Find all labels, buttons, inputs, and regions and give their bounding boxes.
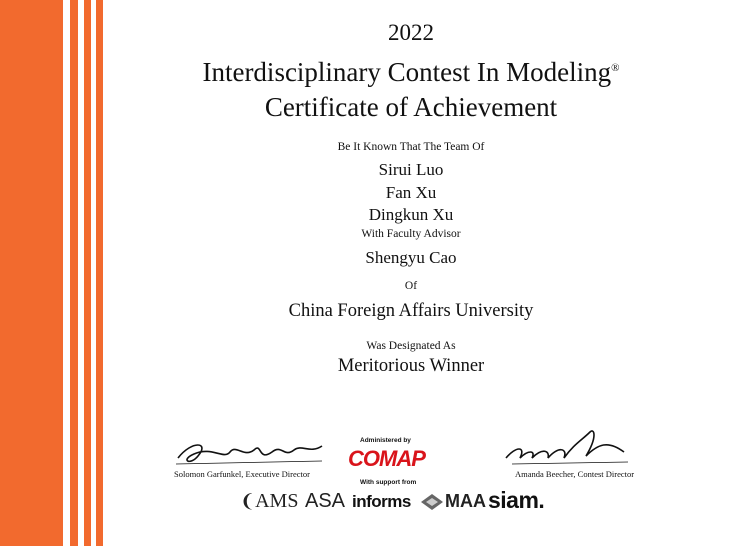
- informs-logo: informs: [352, 492, 411, 511]
- comap-logo: COMAP: [348, 446, 425, 471]
- award-name: Meritorious Winner: [337, 356, 485, 376]
- advisor-name: Shengyu Cao: [365, 248, 457, 267]
- with-support-label: With support from: [360, 479, 417, 486]
- certificate-title: Certificate of Achievement: [264, 92, 558, 122]
- of-line: Of: [404, 280, 418, 292]
- advisor-intro: With Faculty Advisor: [361, 228, 461, 240]
- right-signature: [502, 426, 632, 470]
- maa-emblem-icon: [420, 493, 444, 511]
- maa-logo: MAA: [445, 491, 486, 511]
- siam-logo: siam.: [488, 487, 545, 513]
- intro-line: Be It Known That The Team Of: [337, 141, 485, 153]
- left-signer-name: Solomon Garfunkel, Executive Director: [174, 469, 310, 479]
- team-member: Sirui Luo: [378, 160, 444, 179]
- ams-ornament-icon: ❨: [240, 491, 256, 511]
- asa-logo: ASA: [305, 490, 346, 512]
- university-name: China Foreign Affairs University: [288, 301, 534, 321]
- left-signature: [172, 434, 332, 470]
- right-signer-name: Amanda Beecher, Contest Director: [515, 469, 635, 479]
- ams-logo: [240, 490, 298, 513]
- contest-name: Interdisciplinary Contest In Modeling: [202, 57, 612, 87]
- registered-mark: ®: [611, 62, 620, 74]
- administered-by-label: Administered by: [360, 437, 411, 444]
- year: 2022: [388, 20, 434, 45]
- team-member: Fan Xu: [385, 183, 437, 202]
- designated-line: Was Designated As: [366, 340, 456, 352]
- team-member: Dingkun Xu: [368, 205, 454, 224]
- ams-label: AMS: [255, 490, 299, 512]
- contest-title: [70, 57, 752, 88]
- stripe-wide: [0, 0, 63, 546]
